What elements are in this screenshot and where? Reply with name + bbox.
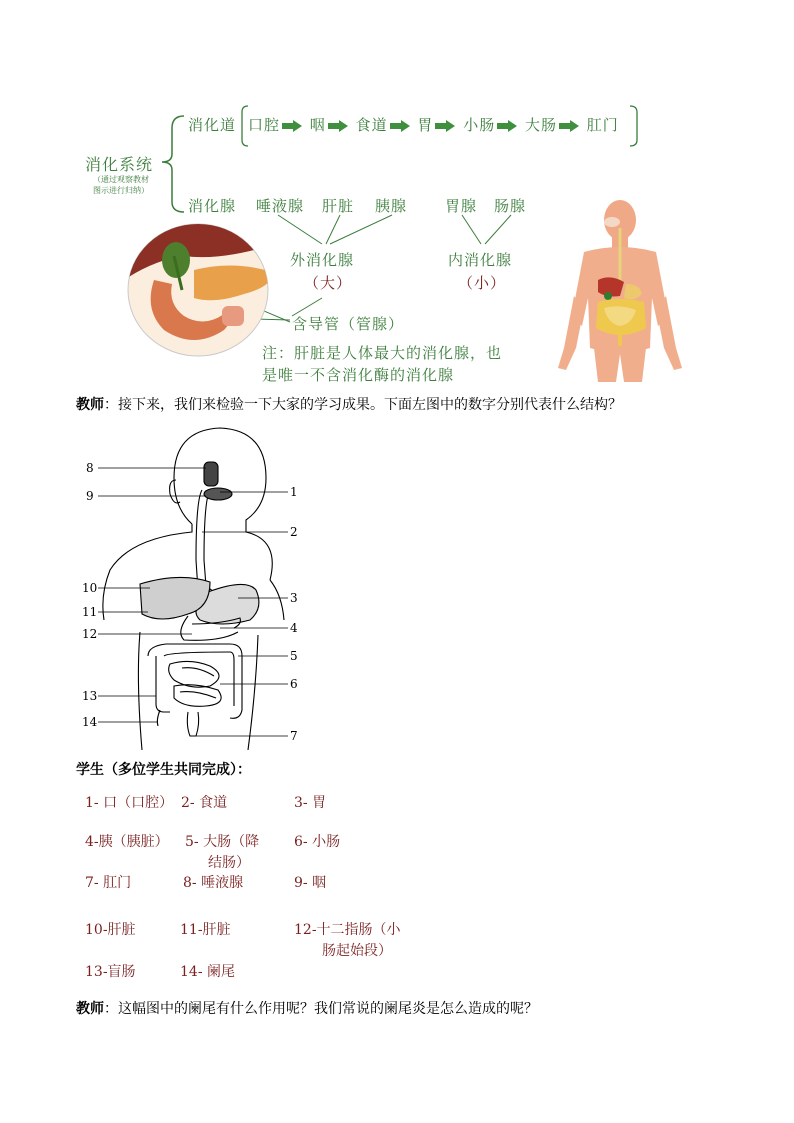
external-gland-2: 肝脏 [322, 197, 355, 215]
teacher-question-text: ：这幅图中的阑尾有什么作用呢？我们常说的阑尾炎是怎么造成的呢？ [104, 1001, 538, 1017]
diagram-label-5: 5 [290, 649, 298, 663]
answer-9: 9- 咽 [294, 875, 327, 891]
diagram-label-8: 8 [86, 461, 94, 475]
pancreas-illustration [124, 220, 276, 360]
internal-gland-2: 肠腺 [494, 197, 527, 215]
internal-label: 内消化腺 [448, 251, 513, 269]
tract-label: 消化道 [188, 116, 237, 134]
diagram-label-13: 13 [82, 689, 98, 703]
note-line1: 注：肝脏是人体最大的消化腺，也 [262, 344, 503, 362]
student-heading-text: 学生（多位学生共同完成）： [76, 762, 251, 778]
tract-step-stomach: 胃 [417, 116, 434, 134]
answer-7: 7- 肛门 [85, 875, 132, 891]
answer-8: 8- 唾液腺 [183, 875, 244, 891]
tract-step-mouth: 口腔 [248, 116, 281, 134]
internal-gland-1: 胃腺 [445, 197, 478, 215]
answer-3: 3- 胃 [294, 795, 327, 811]
answer-5-cont: 结肠） [208, 855, 250, 871]
note-line2: 是唯一不含消化酶的消化腺 [262, 366, 455, 384]
teacher-question-text: ：接下来，我们来检验一下大家的学习成果。下面左图中的数字分别代表什么结构？ [104, 397, 622, 413]
answer-2: 2- 食道 [181, 795, 228, 811]
answer-10: 10-肝脏 [85, 922, 136, 938]
teacher-question-1 [76, 394, 622, 414]
external-gland-3: 胰腺 [375, 197, 408, 215]
answer-13: 13-盲肠 [85, 964, 136, 980]
diagram-label-2: 2 [290, 525, 298, 539]
external-size: （大） [304, 274, 353, 292]
external-label: 外消化腺 [290, 251, 355, 269]
tract-step-small-intestine: 小肠 [463, 116, 496, 134]
speaker-label: 教师 [76, 1001, 104, 1017]
system-label: 消化系统 [85, 155, 154, 174]
diagram-label-6: 6 [290, 677, 298, 691]
answer-1: 1- 口（口腔） [85, 795, 174, 811]
diagram-label-3: 3 [290, 591, 298, 605]
external-gland-1: 唾液腺 [256, 197, 305, 215]
answer-14: 14- 阑尾 [180, 964, 235, 980]
diagram-label-7: 7 [290, 729, 298, 743]
answer-12-cont: 肠起始段） [322, 943, 392, 959]
diagram-label-10: 10 [82, 581, 98, 595]
system-note-line1: （通过观察教材 [93, 175, 149, 184]
diagram-label-14: 14 [82, 715, 98, 729]
answer-12: 12-十二指肠（小 [294, 922, 401, 938]
tract-step-anus: 肛门 [586, 116, 619, 134]
answer-5: 5- 大肠（降 [185, 834, 260, 850]
system-note-line2: 图示进行归纳） [93, 186, 149, 195]
answer-11: 11-肝脏 [180, 922, 231, 938]
glands-label: 消化腺 [188, 197, 237, 215]
tract-step-pharynx: 咽 [309, 116, 326, 134]
diagram-label-11: 11 [82, 605, 98, 619]
diagram-label-9: 9 [86, 489, 94, 503]
diagram-label-1: 1 [290, 485, 298, 499]
diagram-label-12: 12 [82, 627, 98, 641]
answer-6: 6- 小肠 [294, 834, 341, 850]
tract-step-large-intestine: 大肠 [524, 116, 557, 134]
teacher-question-2 [76, 998, 538, 1018]
internal-size: （小） [458, 274, 507, 292]
answer-4: 4-胰（胰脏） [85, 834, 169, 850]
student-heading [76, 759, 251, 779]
human-body-illustration [546, 198, 696, 382]
duct-label: 含导管（管腺） [292, 315, 405, 333]
diagram-label-4: 4 [290, 621, 298, 635]
numbered-digestive-diagram [70, 420, 310, 750]
tract-step-esophagus: 食道 [355, 116, 388, 134]
speaker-label: 教师 [76, 397, 104, 413]
